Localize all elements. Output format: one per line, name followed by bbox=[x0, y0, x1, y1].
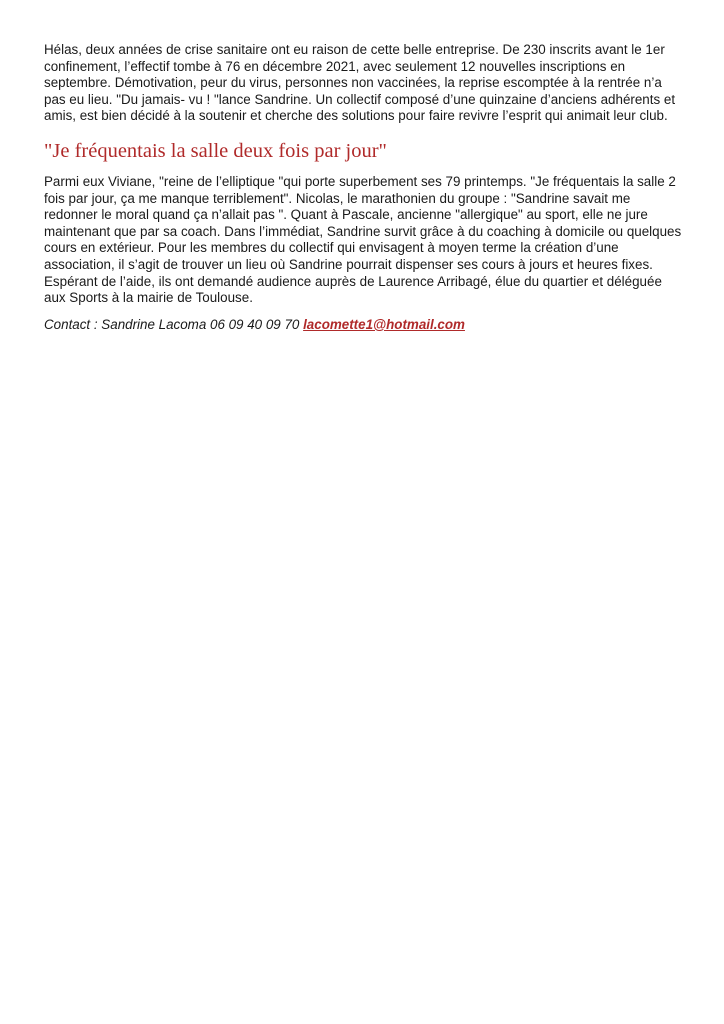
paragraph-intro: Hélas, deux années de crise sanitaire ont eu raison de cette belle entreprise. De 230 inscrits avant le 1er confinement, l’effectif tombe à 76 en décembre 2021, avec seulement 12 nouvelles inscriptions en septembre. Démotivation, peur du virus, personnes non vaccinées, la reprise escomptée à la rentrée n’a pas eu lieu. "Du jamais- vu ! "lance Sandrine. Un collectif composé d’une quinzaine d’anciens adhérents et amis, est bien décidé à la soutenir et cherche des solutions pour faire revivre l’esprit qui animait leur club. bbox=[44, 42, 676, 124]
contact-email-link[interactable]: lacomette1@hotmail.com bbox=[303, 316, 465, 332]
article-body bbox=[44, 42, 684, 333]
paragraph-testimonials: Parmi eux Viviane, "reine de l’elliptique "qui porte superbement ses 79 printemps. "Je fréquentais la salle 2 fois par jour, ça me manque terriblement". Nicolas, le marathonien du groupe : "Sandrine savait me redonner le moral quand ça n’allait pas ". Quant à Pascale, ancienne "allergique" au sport, elle ne jure maintenant que par sa coach. Dans l’immédiat, Sandrine survit grâce à du coaching à domicile ou quelques cours en extérieur. Pour les membres du collectif qui envisagent à moyen terme la création d’une association, il s’agit de trouver un lieu où Sandrine pourrait dispenser ses cours à jours et heures fixes. Espérant de l’aide, ils ont demandé audience auprès de Laurence Arribagé, élue du quartier et déléguée aux Sports à la mairie de Toulouse. bbox=[44, 173, 682, 306]
section-heading: "Je fréquentais la salle deux fois par jour" bbox=[44, 139, 387, 162]
contact-line bbox=[44, 317, 684, 334]
contact-label: Contact : Sandrine Lacoma 06 09 40 09 70 bbox=[44, 316, 304, 332]
